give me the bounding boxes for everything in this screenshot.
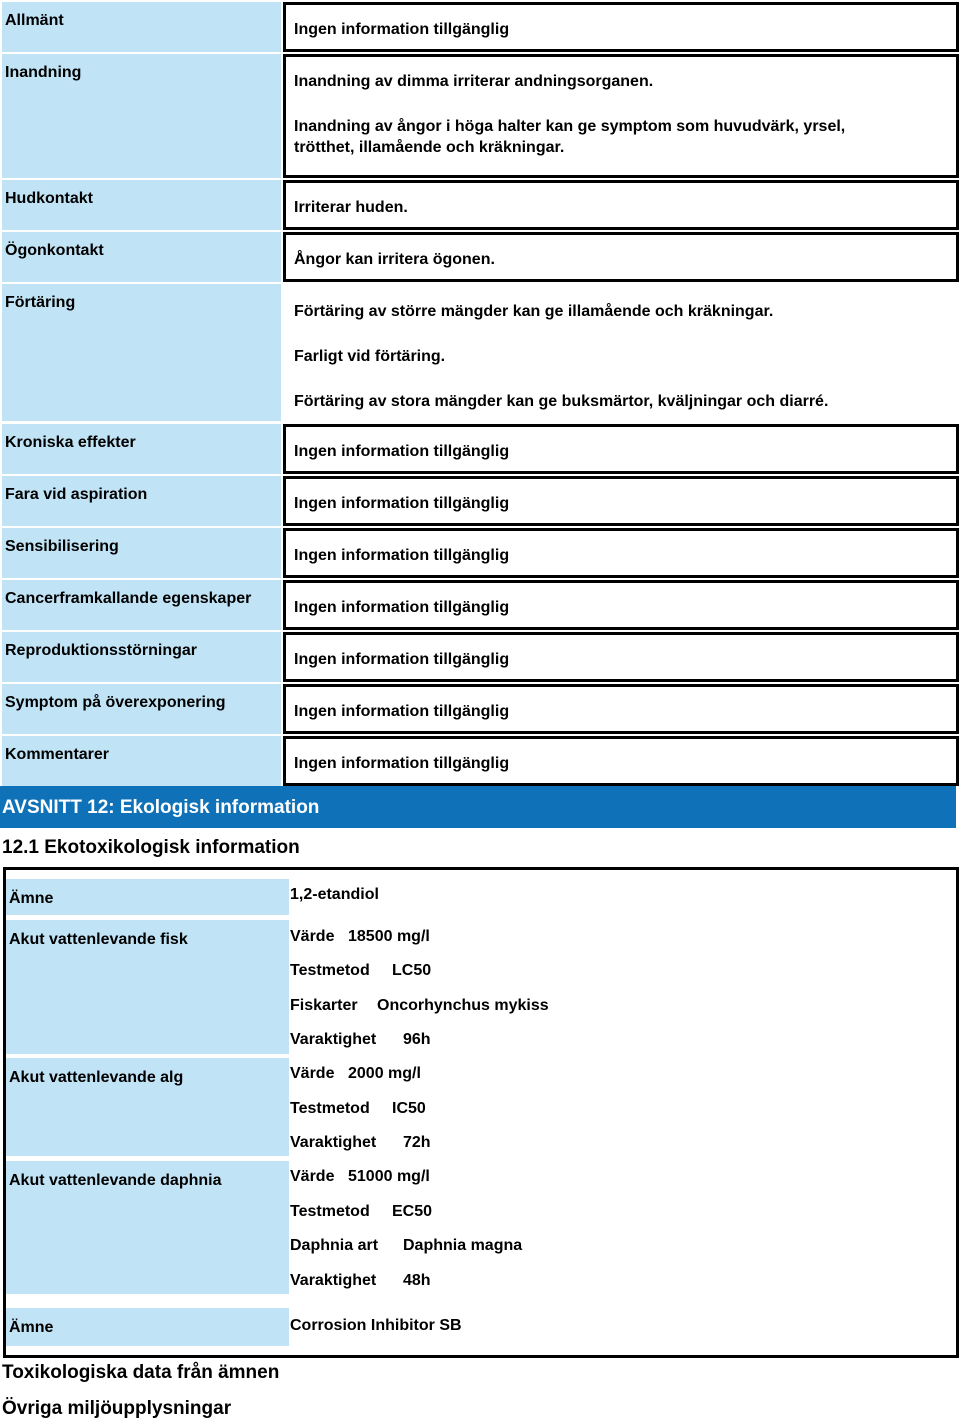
row-value: Ingen information tillgänglig xyxy=(294,651,510,668)
row-label: Cancerframkallande egenskaper xyxy=(5,590,252,607)
tox-row-reproductive xyxy=(0,632,960,682)
row-value: Ingen information tillgänglig xyxy=(294,21,510,38)
footer-heading-tox: Toxikologiska data från ämnen xyxy=(2,1362,280,1383)
eco-field: Testmetod LC50 xyxy=(290,962,432,979)
row-label: Inandning xyxy=(5,64,82,81)
eco-alga-label: Akut vattenlevande alg xyxy=(6,1058,289,1156)
eco-field: Daphnia art Daphnia magna xyxy=(290,1237,523,1254)
section-title: AVSNITT 12: Ekologisk information xyxy=(2,797,320,818)
row-value: Farligt vid förtäring. xyxy=(294,348,446,365)
eco-field: Värde 2000 mg/l xyxy=(290,1065,421,1082)
eco-field: Fiskarter Oncorhynchus mykiss xyxy=(290,997,549,1014)
row-value: Förtäring av större mängder kan ge illamående och kräkningar. xyxy=(294,303,774,320)
row-value: Ingen information tillgänglig xyxy=(294,755,510,772)
row-label: Sensibilisering xyxy=(5,538,119,555)
row-label: Hudkontakt xyxy=(5,190,93,207)
eco-field: Testmetod IC50 xyxy=(290,1100,426,1117)
tox-row-overexposure xyxy=(0,684,960,734)
footer-heading-env: Övriga miljöupplysningar xyxy=(2,1398,232,1419)
row-label: Ögonkontakt xyxy=(5,242,104,259)
section-banner xyxy=(0,786,956,828)
row-value: Irriterar huden. xyxy=(294,199,408,216)
row-label: Fara vid aspiration xyxy=(5,486,148,503)
tox-row-aspiration xyxy=(0,476,960,526)
row-label: Kommentarer xyxy=(5,746,110,763)
subsection-title: 12.1 Ekotoxikologisk information xyxy=(2,837,300,858)
tox-row-sensitization xyxy=(0,528,960,578)
eco-substance-value: 1,2-etandiol xyxy=(290,886,379,903)
row-label: Symptom på överexponering xyxy=(5,694,226,711)
tox-row-chronic xyxy=(0,424,960,474)
eco-substance-label: Ämne xyxy=(6,879,289,915)
row-label: Förtäring xyxy=(5,294,76,311)
tox-row-comments xyxy=(0,736,960,786)
eco-field: Varaktighet 96h xyxy=(290,1031,431,1048)
tox-row-skin xyxy=(0,180,960,230)
eco-field: Värde 18500 mg/l xyxy=(290,928,430,945)
eco-substance2-label: Ämne xyxy=(6,1308,289,1346)
row-label: Allmänt xyxy=(5,12,64,29)
row-value: Ingen information tillgänglig xyxy=(294,443,510,460)
eco-field: Varaktighet 72h xyxy=(290,1134,431,1151)
row-label: Kroniska effekter xyxy=(5,434,136,451)
eco-field: Värde 51000 mg/l xyxy=(290,1168,430,1185)
row-value: Ingen information tillgänglig xyxy=(294,703,510,720)
eco-field: Testmetod EC50 xyxy=(290,1203,433,1220)
row-value: Förtäring av stora mängder kan ge buksmärtor, kväljningar och diarré. xyxy=(294,393,829,410)
eco-field: Varaktighet 48h xyxy=(290,1272,431,1289)
tox-row-eye xyxy=(0,232,960,282)
tox-row-inhalation xyxy=(0,54,960,178)
row-value: Ingen information tillgänglig xyxy=(294,599,510,616)
eco-substance2-value: Corrosion Inhibitor SB xyxy=(290,1317,462,1334)
row-value: Inandning av ångor i höga halter kan ge symptom som huvudvärk, yrsel, xyxy=(294,118,846,135)
tox-row-general xyxy=(0,2,960,52)
row-value: Ångor kan irritera ögonen. xyxy=(294,251,495,268)
row-value: trötthet, illamående och kräkningar. xyxy=(294,139,565,156)
tox-row-ingestion xyxy=(0,284,960,421)
eco-daphnia-label: Akut vattenlevande daphnia xyxy=(6,1161,289,1294)
row-value: Ingen information tillgänglig xyxy=(294,495,510,512)
tox-row-carcinogenicity xyxy=(0,580,960,630)
row-value: Ingen information tillgänglig xyxy=(294,547,510,564)
eco-fish-label: Akut vattenlevande fisk xyxy=(6,920,289,1054)
row-label: Reproduktionsstörningar xyxy=(5,642,198,659)
row-value: Inandning av dimma irriterar andningsorganen. xyxy=(294,73,654,90)
